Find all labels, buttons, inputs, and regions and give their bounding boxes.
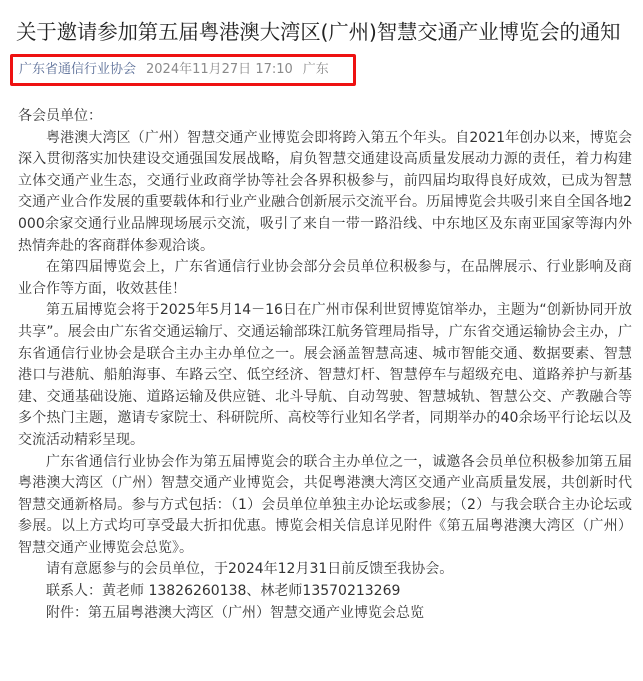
paragraph-deadline: 请有意愿参与的会员单位，于2024年12月31日前反馈至我协会。	[46, 561, 454, 578]
paragraph-fifth-expo: 第五届博览会将于2025年5月14－16日在广州市保利世贸博览馆举办，主题为“创新协同开放共享”。展会由广东省交通运输厅、交通运输部珠江航务管理局指导，广东省交通运输协会主办，广东省通信行业协会是联合主办主办单位之一。展会涵盖智慧高速、城市智能交通、数据要素、智慧港口与港航、船舶海事、车路云空、低空经济、智慧灯杆、智慧停车与超级充电、道路养护与新基建、交通基础设施、道路运输及供应链、北斗导航、自动驾驶、智慧城轨、智慧公交、产教融合等多个热门主题，邀请专家院士、科研院所、高校等行业知名学者，同期举办的40余场平行论坛以及交流活动精彩呈现。	[18, 302, 632, 448]
publish-location: 广东	[302, 62, 329, 77]
paragraph-contact: 联系人：黄老师 13826260138、林老师13570213269	[46, 583, 401, 600]
paragraph-fourth-expo: 在第四届博览会上，广东省通信行业协会部分会员单位积极参与，在品牌展示、行业影响及商业合作等方面，收效甚佳！	[18, 259, 632, 297]
paragraph-intro: 粤港澳大湾区（广州）智慧交通产业博览会即将跨入第五个年头。自2021年创办以来，博览会深入贯彻落实加快建设交通强国发展战略，肩负智慧交通建设高质量发展动力源的责任，着力构建立体交通产业生态，交通行业政商学协等社会各界积极参与，前四届均取得良好成效，已成为智慧交通产业合作发展的重要载体和行业产业融合创新展示交流平台。历届博览会共吸引来自全国各地2000余家交通行业品牌现场展示交流，吸引了来自一带一路沿线、中东地区及东南亚国家等海内外热情奔赴的客商群体参观洽谈。	[18, 129, 632, 254]
greeting: 各会员单位：	[18, 108, 102, 124]
article-title: 关于邀请参加第五届粤港澳大湾区(广州)智慧交通产业博览会的通知	[16, 20, 621, 44]
paragraph-attachment: 附件：第五届粤港澳大湾区（广州）智慧交通产业博览会总览	[46, 604, 424, 621]
paragraph-invitation: 广东省通信行业协会作为第五届博览会的联合主办单位之一，诚邀各会员单位积极参加第五届粤港澳大湾区（广州）智慧交通产业博览会，共促粤港澳大湾区交通产业高质量发展，共创新时代智慧交通新格局。参与方式包括：（1）会员单位单独主办论坛或参展；（2）与我会联合主办论坛或参展。以上方式均可享受最大折扣优惠。博览会相关信息详见附件《第五届粤港澳大湾区（广州）智慧交通产业博览会总览》。	[18, 453, 632, 556]
publish-datetime: 2024年11月27日 17:10	[146, 62, 293, 77]
article-body	[18, 106, 632, 624]
author-link[interactable]: 广东省通信行业协会	[19, 62, 137, 77]
article-meta-highlight	[10, 54, 356, 86]
